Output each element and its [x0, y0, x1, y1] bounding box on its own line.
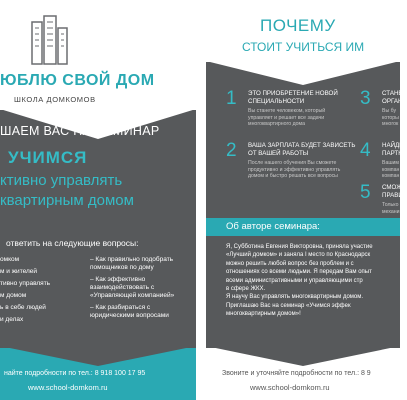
list-item: – Как правильно подобрать помощников по дому — [90, 256, 174, 271]
right-contact-phone: Звоните и уточняйте подробности по тел.: 8 9 — [222, 370, 371, 377]
author-bio — [226, 243, 400, 319]
reason-title-line: ВАША ЗАРПЛАТА БУДЕТ ЗАВИСЕТЬ — [248, 142, 356, 149]
bio-line: в сфере ЖКХ. — [226, 286, 266, 293]
list-item: – Как разбираться с юридическими вопросами — [90, 304, 169, 319]
reason-desc-line: После нашего обучения Вы сможете — [248, 160, 337, 166]
bio-line: Я научу Вас управлять многоквартирным домом. — [226, 294, 364, 301]
reason-title — [382, 184, 407, 199]
reason-desc-line: Только — [382, 202, 399, 208]
reason-number: 1 — [226, 88, 237, 109]
bio-line: всеми административными и управляющими стр — [226, 277, 363, 284]
reason-title-line: СТАНЕ — [382, 90, 403, 97]
reason-desc-line: управляет и решает все задачи — [248, 114, 325, 121]
left-contact-phone: найте подробности по тел.: 8 918 100 17 95 — [4, 370, 146, 377]
reason-title-line: СПЕЦИАЛЬНОСТИ — [248, 97, 305, 105]
reason-title-line: СМОЖЕ — [382, 184, 407, 191]
list-item: тивно управлять — [0, 280, 51, 287]
bio-line: можно решить любой вопрос без проблем и с — [226, 260, 354, 267]
reason-description — [382, 160, 399, 180]
reason-title-line: ПРАВИЛ — [382, 191, 407, 199]
reason-desc-line: Вы бу — [382, 108, 397, 114]
logo-subtitle: ШКОЛА ДОМКОМОВ — [14, 95, 96, 104]
questions-heading: ответить на следующие вопросы: — [6, 238, 139, 248]
reason-number: 2 — [226, 140, 237, 161]
bio-line: Приглашаю Вас на семинар «Учимся эффек — [226, 302, 351, 309]
reason-desc-line: компан — [382, 166, 400, 173]
logo-name: ЮБЛЮ СВОЙ ДОМ — [0, 72, 155, 89]
reason-desc-line: компан — [382, 173, 400, 179]
reason-title-line: ЭТО ПРИОБРЕТЕНИЕ НОВОЙ — [248, 90, 338, 97]
reason-description — [248, 160, 340, 180]
reason-desc-line: Вы станете человеком, который — [248, 108, 326, 114]
questions-left-list — [0, 256, 64, 328]
reason-desc-line: многок — [382, 121, 399, 127]
reason-title-line: НАЙДЕ — [382, 142, 404, 149]
reason-desc-line: продуктивно и эффективно управлять — [248, 166, 341, 173]
list-item: и делах — [0, 316, 24, 323]
list-item: м домом — [0, 292, 27, 299]
reason-desc-line: механи — [382, 208, 400, 215]
reason-desc-line: многоквартирного дома — [248, 121, 305, 127]
list-item: ь в себе людей — [0, 304, 46, 311]
reason-number: 4 — [360, 140, 371, 161]
reason-desc-line: домом и быстро решать все вопросы — [248, 173, 338, 179]
reason-title-line: ПАРТНЕ — [382, 149, 407, 157]
seminar-subtitle-line2: квартирным домом — [0, 192, 134, 209]
why-heading-line2: СТОИТ УЧИТЬСЯ ИМ — [242, 40, 365, 54]
reason-title — [248, 90, 338, 105]
why-heading-line1: ПОЧЕМУ — [260, 16, 336, 35]
bio-line: отношениях со всеми людьми. Я передам Вам опыт — [226, 269, 372, 276]
list-item: м и жителей — [0, 268, 38, 275]
seminar-subtitle-line1: ктивно управлять — [0, 172, 123, 189]
reason-description — [382, 108, 399, 128]
reason-number: 3 — [360, 88, 371, 109]
right-website-link[interactable]: www.school-domkom.ru — [250, 383, 330, 392]
left-website-link[interactable]: www.school-domkom.ru — [28, 383, 108, 392]
bio-line: «Лучший домком» и заняла I место по Краснодарск — [226, 252, 371, 259]
reason-title — [382, 142, 407, 157]
list-item: – Как эффективно взаимодействовать с «Управляющей компанией» — [90, 276, 175, 299]
seminar-title: УЧИМСЯ — [8, 148, 88, 167]
flyer-left-page — [0, 0, 196, 400]
reason-desc-line: Вашим — [382, 160, 399, 166]
reason-title — [248, 142, 355, 157]
list-item: омком — [0, 256, 20, 263]
reason-title — [382, 90, 407, 105]
bio-line: многоквартирным домом»! — [226, 311, 301, 318]
reason-title-line: ОРГАНА — [382, 97, 407, 105]
reason-description — [382, 202, 400, 215]
reason-number: 5 — [360, 182, 371, 203]
seminar-invite: ШАЕМ ВАС НА СЕМИНАР — [0, 124, 160, 138]
flyer-right-page — [206, 0, 407, 400]
bio-line: Я, Субботина Евгения Викторовна, приняла участие — [226, 244, 373, 250]
reason-title-line: ОТ ВАШЕЙ РАБОТЫ — [248, 149, 309, 157]
reason-description — [248, 108, 325, 128]
why-heading-line3: У НАС? — [296, 58, 346, 74]
about-author-title: Об авторе семинара: — [226, 221, 320, 232]
page-gap — [196, 0, 206, 400]
questions-right-list — [90, 256, 196, 324]
building-icon — [28, 14, 70, 64]
reason-desc-line: которы — [382, 114, 399, 121]
